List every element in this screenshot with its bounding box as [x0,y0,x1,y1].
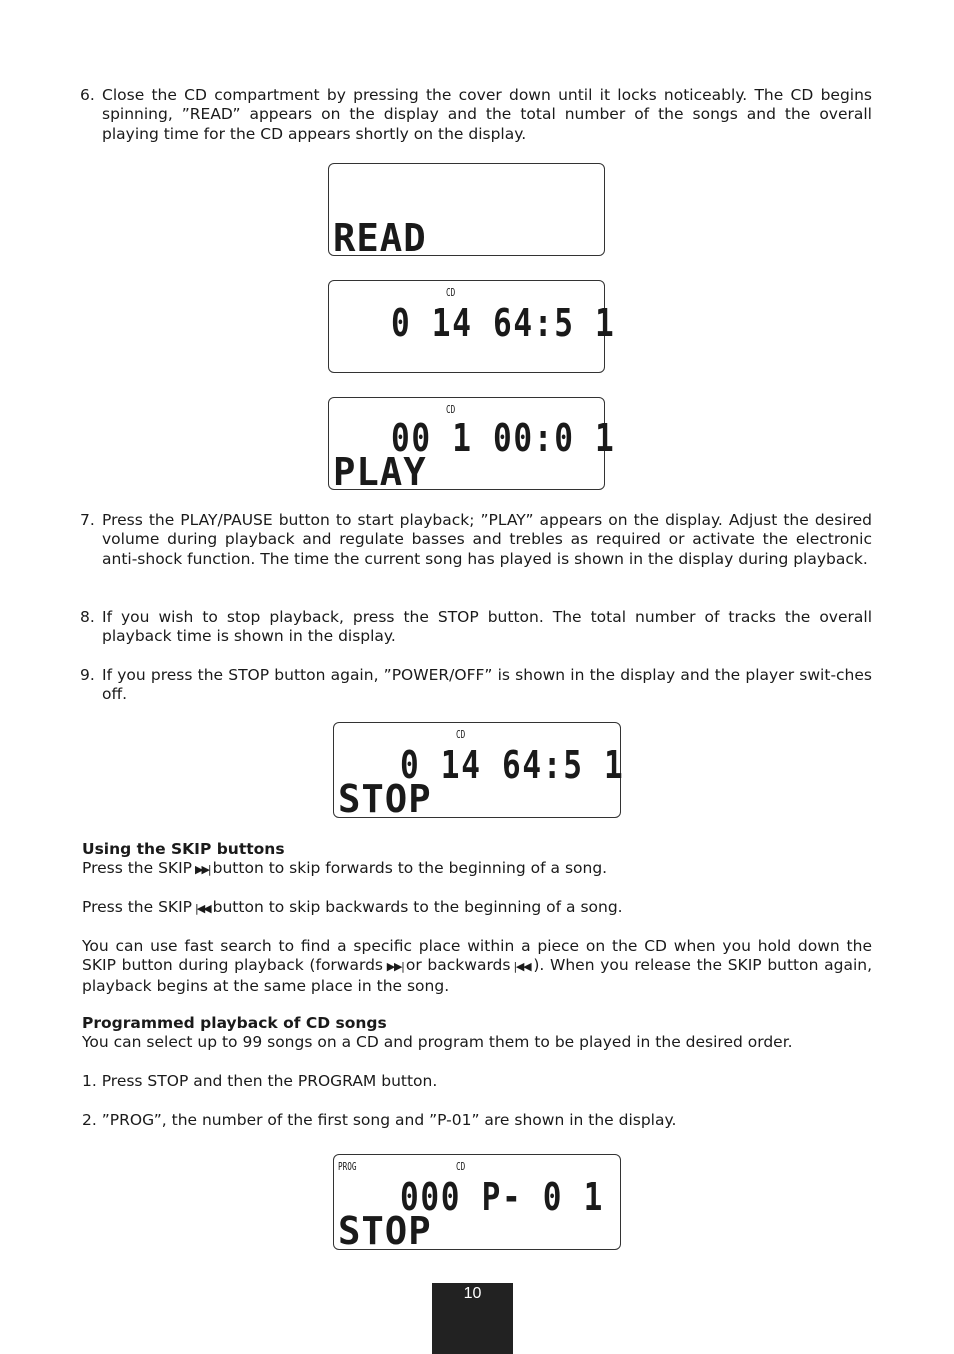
text-part: You can use fast search to find a specific place within a piece on the CD when you hold down the SKIP button during playback (forwards [82,937,872,975]
lcd-bottom-line: STOP [338,1209,432,1253]
step-text: Press the PLAY/PAUSE button to start playback; ”PLAY” appears on the display. Adjust the desired volume during playback and regulate basses and trebles as required or activate the electronic anti-shock function. The time the current song has played is shown in the display during playback. [102,511,872,568]
skip-heading: Using the SKIP buttons [82,840,285,858]
lcd-top-line: 000 P- 0 1 [400,1175,605,1219]
program-intro: You can select up to 99 songs on a CD and program them to be played in the desired order. [82,1033,793,1051]
lcd-bottom-line: STOP [338,777,432,821]
step-text: If you press the STOP button again, ”POWER/OFF” is shown in the display and the player swit-ches off. [102,666,872,704]
step-9 [80,666,872,705]
step-7 [80,511,872,569]
page-number: 10 [432,1283,513,1354]
step-number: 8. [80,608,95,626]
lcd-bottom-line: READ [333,216,427,260]
step-text: Close the CD compartment by pressing the cover down until it locks noticeably. The CD begins spinning, ”READ” appears on the display and the total number of the songs and the overall playing time for the CD appears shortly on the display. [102,86,872,143]
lcd-total-display [328,280,616,373]
fast-search-text [82,937,872,996]
step-text: If you wish to stop playback, press the STOP button. The total number of tracks the overall playback time is shown in the display. [102,608,872,646]
cd-indicator: CD [446,403,456,416]
lcd-stop-display [333,722,625,821]
step-6 [80,86,872,144]
lcd-top-line: 0 14 64:5 1 [391,301,616,345]
skip-forward-icon: ▶▶| [385,960,403,974]
skip-backward-text [82,898,623,918]
text-part: or backwards [405,956,511,975]
lcd-read-display [328,163,605,260]
program-step-2: 2. ”PROG”, the number of the first song and ”P-01” are shown in the display. [82,1111,677,1129]
step-number: 6. [80,86,95,104]
lcd-top-line: 00 1 00:0 1 [391,416,616,460]
skip-backward-icon: |◀◀ [195,902,210,915]
lcd-prog-display [333,1154,621,1253]
prog-indicator: PROG [338,1160,357,1173]
cd-indicator: CD [456,728,466,741]
step-number: 9. [80,666,95,684]
skip-forward-icon: ▶▶| [195,863,210,876]
cd-indicator: CD [446,286,456,299]
step-number: 7. [80,511,95,529]
lcd-top-line: 0 14 64:5 1 [400,743,625,787]
text-part: button to skip backwards to the beginning of a song. [212,898,623,916]
lcd-bottom-line: PLAY [333,450,427,494]
skip-forward-text [82,859,607,879]
lcd-play-display [328,397,616,494]
text-part: ). When you release the SKIP button again, playback begins at the same place in the song. [82,956,873,995]
text-part: Press the SKIP [82,898,193,916]
program-step-1: 1. Press STOP and then the PROGRAM button. [82,1072,438,1090]
skip-backward-icon: |◀◀ [513,960,531,974]
cd-indicator: CD [456,1160,466,1173]
text-part: Press the SKIP [82,859,193,877]
step-8 [80,608,872,647]
text-part: button to skip forwards to the beginning of a song. [212,859,608,877]
program-heading: Programmed playback of CD songs [82,1014,387,1032]
